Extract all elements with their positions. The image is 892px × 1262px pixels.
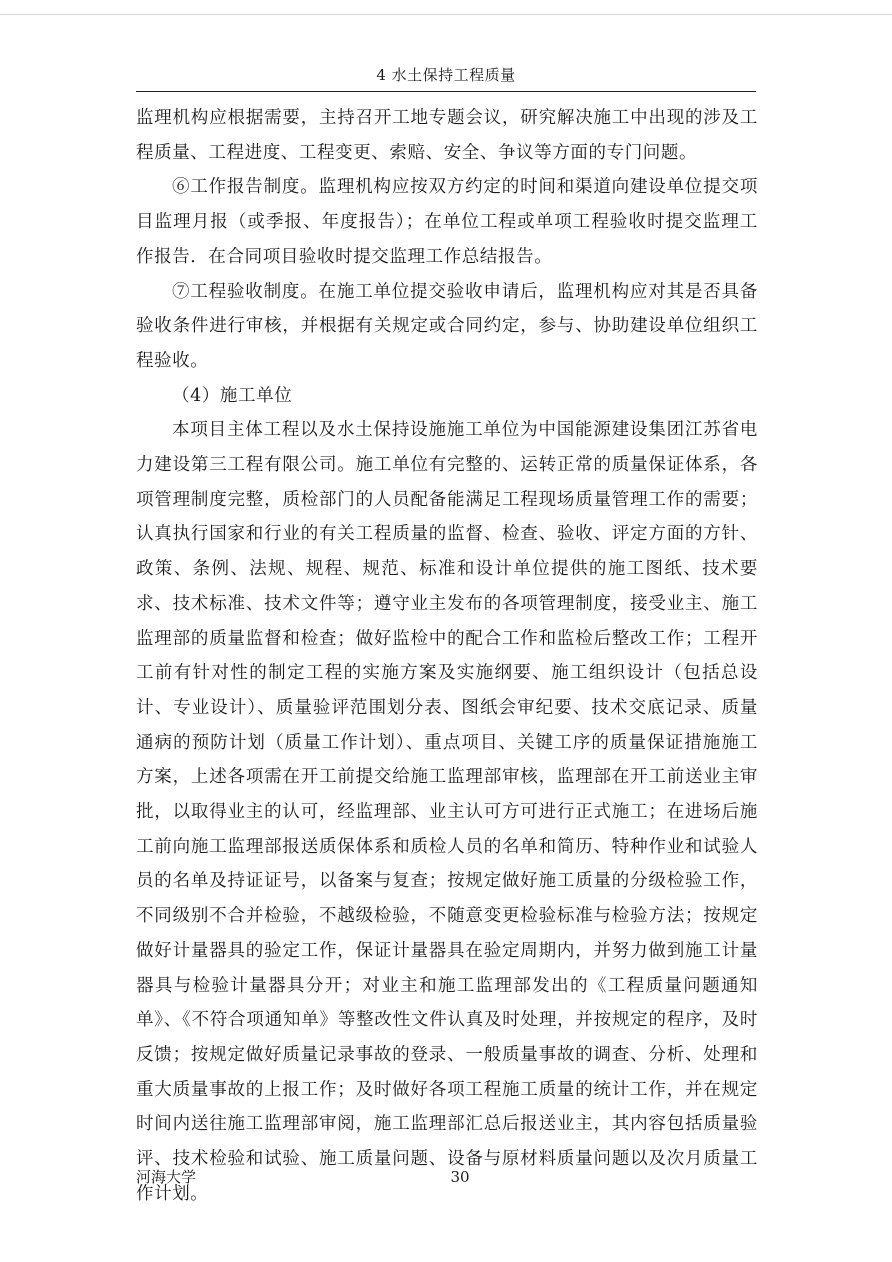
body-text <box>136 101 758 1212</box>
paragraph-acceptance-system: ⑦工程验收制度。在施工单位提交验收申请后，监理机构应对其是否具备验收条件进行审核，并根据有关规定或合同约定，参与、协助建设单位组织工程验收。 <box>136 281 758 371</box>
running-header-title: 4 水土保持工程质量 <box>376 66 516 84</box>
header-divider <box>136 91 756 92</box>
page-number: 30 <box>450 1168 470 1186</box>
paragraph-meeting-continuation: 监理机构应根据需要，主持召开工地专题会议，研究解决施工中出现的涉及工程质量、工程进度、工程变更、索赔、安全、争议等方面的专门问题。 <box>136 108 758 163</box>
section-heading-construction-unit: （4）施工单位 <box>172 385 293 406</box>
paragraph-construction-unit: 本项目主体工程以及水土保持设施施工单位为中国能源建设集团江苏省电力建设第三工程有限公司。施工单位有完整的、运转正常的质量保证体系，各项管理制度完整，质检部门的人员配备能满足工程现场质量管理工作的需要；认真执行国家和行业的有关工程质量的监督、检查、验收、评定方面的方针、政策、条例、法规、规程、规范、标准和设计单位提供的施工图纸、技术要求、技术标准、技术文件等；遵守业主发布的各项管理制度，接受业主、施工监理部的质量监督和检查；做好监检中的配合工作和监检后整改工作；工程开工前有针对性的制定工程的实施方案及实施纲要、施工组织设计（包括总设计、专业设计）、质量验评范围划分表、图纸会审纪要、技术交底记录、质量通病的预防计划（质量工作计划）、重点项目、关键工序的质量保证措施施工方案，上述各项需在开工前提交给施工监理部审核，监理部在开工前送业主审批，以取得业主的认可，经监理部、业主认可方可进行正式施工；在进场后施工前向施工监理部报送质保体系和质检人员的名单和简历、特种作业和试验人员的名单及持证证号，以备案与复查；按规定做好施工质量的分级检验工作，不同级别不合并检验，不越级检验，不随意变更检验标准与检验方法；按规定做好计量器具的验定工作，保证计量器具在验定周期内，并努力做到施工计量器具与检验计量器具分开；对业主和施工监理部发出的《工程质量问题通知单》、《不符合项通知单》等整改性文件认真及时处理，并按规定的程序，及时反馈；按规定做好质量记录事故的登录、一般质量事故的调查、分析、处理和重大质量事故的上报工作；及时做好各项工程施工质量的统计工作，并在规定时间内送往施工监理部审阅，施工监理部汇总后报送业主，其内容包括质量验评、技术检验和试验、施工质量问题、设备与原材料质量问题以及次月质量工作计划。 <box>136 420 758 1204</box>
paragraph-work-report-system: ⑥工作报告制度。监理机构应按双方约定的时间和渠道向建设单位提交项目监理月报（或季报、年度报告）；在单位工程或单项工程验收时提交监理工作报告．在合同项目验收时提交监理工作总结报告。 <box>136 177 758 267</box>
scan-top-edge <box>0 14 892 15</box>
footer-institution: 河海大学 <box>136 1168 197 1186</box>
